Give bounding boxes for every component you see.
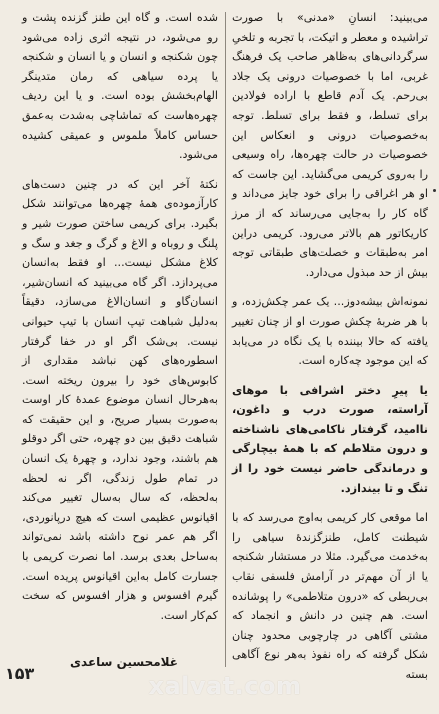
right-paragraph-1: می‌بینید: انسانِ «مدنی» با صورت تراشیده و معطر و اتیکت، با تجربه و تلخیِ سرگردانی‌های به‌ظاهر صاحب یک فرهنگ غربی، اما با خصوصیات درونی یک جلاد بی‌رحم. یک آدم قاطع با اراده فولادین برای تسلط، و فقط برای تسلط. توجه به‌خصوصیات درونی و انعکاس این خصوصیات در حالت چهره‌ها، راه وسیعی را به‌روی کریمی می‌گشاید. این جاست که او هر اغراقی را برای خود جایز می‌داند و گاه کار را به‌جایی می‌رساند که از مرز کاریکاتور هم بالاتر می‌رود. کریمی دراین امر به‌طبقات و خصلت‌های طبقاتی توجه بیش از حد مبذول می‌دارد. (232, 11, 428, 279)
right-paragraph-3: یا پیرِ دختر اشرافی با موهای آراسته، صورت درب و داغون، ناامید، گرفتار ناکامی‌های ناشناخته و درون متلاطم که با همهٔ بیچارگی و درماندگی حاضر نیست خود را از تنگ و تا بیندازد. (232, 383, 428, 495)
right-text-column (232, 8, 428, 685)
page-number: ۱۵۳ (5, 664, 35, 683)
column-divider (225, 12, 226, 667)
right-paragraph-2: نمونه‌اش بیشه‌دوز... یک عمر چکش‌زده، و با هر ضربهٔ چکش صورت او از چنان تغییر یافته که حالا بیننده با یک نگاه در می‌یابد که این موجود چه‌کاره است. (232, 295, 428, 368)
left-text-column (22, 8, 218, 625)
left-paragraph-1: شده است. و گاه این طنز گزنده پشت و رو می‌شود، در نتیجه اثری زاده می‌شود چون شکنجه و انسان و یا انسان و شکنجه یا پرده سیاهی که رمان متدینگر الهام‌بخشش بوده است. و یا این ردیف چهره‌هاست که تماشاچی به‌شدت به‌عمق حساس کاملاً ملموس و عمیقی کشیده می‌شود. (22, 11, 218, 162)
watermark-logo: xalvat.com (148, 672, 302, 700)
author-signature: غلامحسین ساعدی (70, 655, 178, 669)
right-paragraph-4: اما موقعی کار کریمی به‌اوج می‌رسد که با شیطنت کامل، طنزگزندهٔ سیاهی را به‌خدمت می‌گیرد. مثلا در مستشار شکنجه یا از آن مهم‌تر در آرامش فلسفی نقاب بی‌ربطی که «درون متلاطمی» را پوشانده است. هم چنین در دانش و انجماد که مشتی آگاهی در چارچوبی محدود چنان شکل گرفته که راه نفوذ به‌هر نوع آگاهی بسته (232, 511, 428, 681)
ink-spot (433, 189, 436, 192)
left-paragraph-2: نکتهٔ آخر این که در چنین دست‌های کارآزموده‌ی همهٔ چهره‌ها می‌توانند شکل بگیرد. برای کریمی ساختن صورت شیر و پلنگ و روباه و الاغ و گرگ و جغد و سگ و کلاغ مشکل نیست... او فقط به‌انسان می‌پردازد. اگر گاه می‌بینید که انسان‌شیر، انسان‌گاو و انسان‌الاغ می‌سازد، دقیقاً به‌دلیل شباهت تیپ انسان با تیپ حیوانی نیست. بی‌شک اگر او در خفا گرفتار اسطوره‌های کهن نباشد مقداری از کابوس‌های خود را بیرون ریخته است. به‌هرحال انسان موضوع عمدهٔ کار اوست به‌صورت بسیار صریح، و این حقیقت که شباهت دقیق بین دو چهره، حتی اگر دوقلو هم باشند، وجود ندارد، و چهرهٔ یک انسان در تمام طول زندگی، اگر نه لحظه به‌لحظه، که سال به‌سال تغییر می‌کند اقیانوس عظیمی است که هیچ درپانوردی، اگر هم عمر نوح داشته باشد نمی‌تواند به‌ساحل بعدی برسد. اما نصرت کریمی با جسارت کامل به‌این اقیانوس پریده است. گیرم افسوس و هزار افسوس که سخت کم‌کار است. (22, 177, 218, 622)
